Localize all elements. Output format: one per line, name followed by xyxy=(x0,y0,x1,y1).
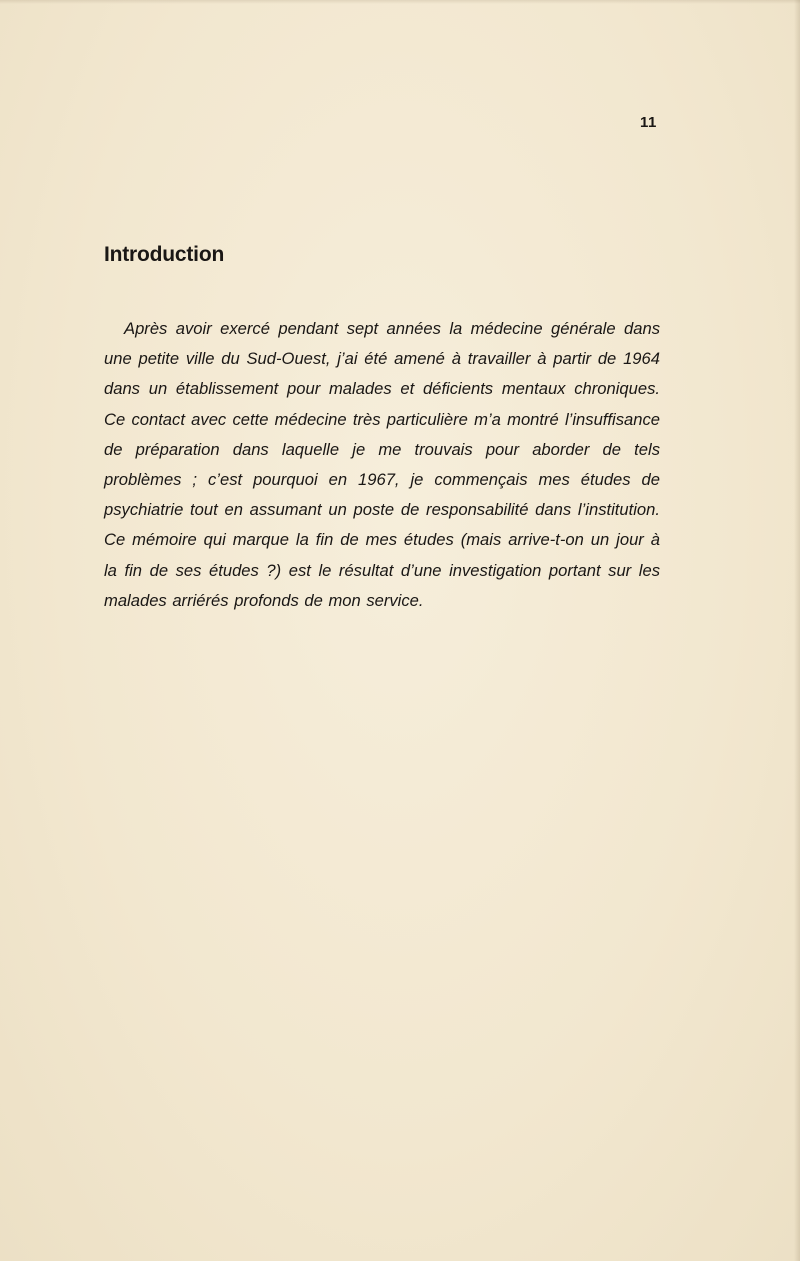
introduction-paragraph: Après avoir exercé pendant sept années la médecine générale dans une petite ville du Sud-Ouest, j’ai été amené à travailler à partir de 1964 dans un établissement pour malades et déficients mentaux chroniques. Ce contact avec cette médecine très particulière m’a montré l’insuffisance de préparation dans laquelle je me trouvais pour aborder de tels problèmes ; c’est pourquoi en 1967, je commençais mes études de psychiatrie tout en assumant un poste de responsabilité dans l’institution. Ce mémoire qui marque la fin de mes études (mais arrive-t-on un jour à la fin de ses études ?) est le résultat d’une investigation portant sur les malades arriérés profonds de mon service. xyxy=(104,319,660,610)
page-top-shadow xyxy=(0,0,800,4)
body-text xyxy=(104,314,660,616)
page-edge-shadow xyxy=(794,0,800,1261)
page-number: 11 xyxy=(640,114,657,131)
section-heading: Introduction xyxy=(104,243,225,266)
